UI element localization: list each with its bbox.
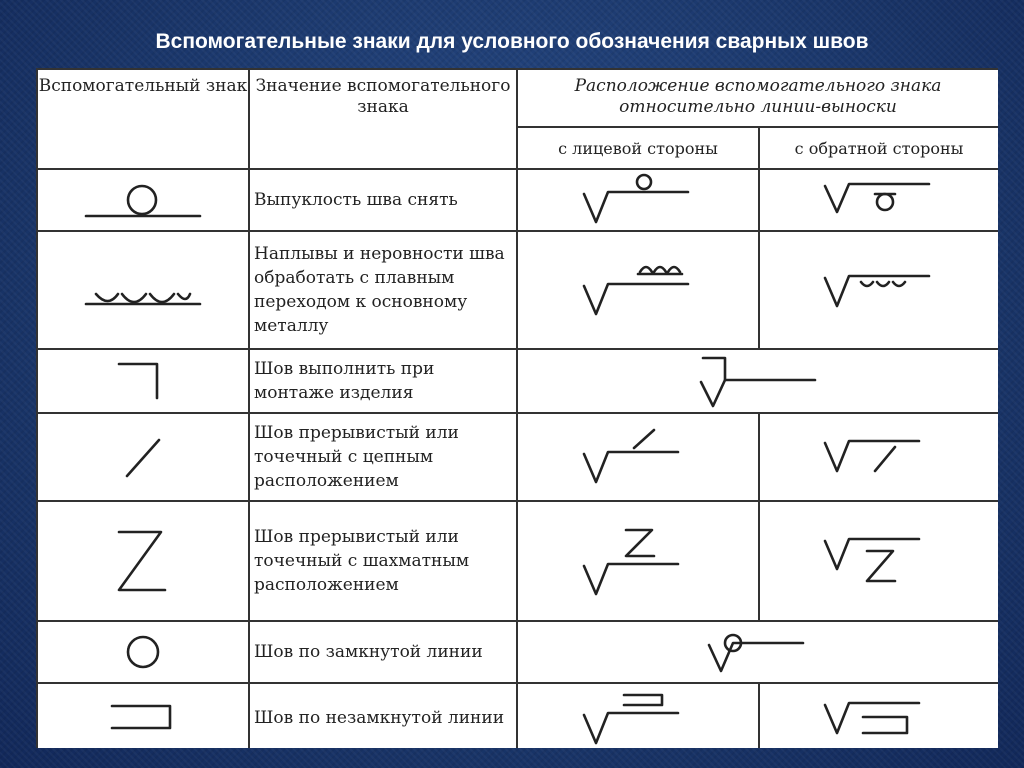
back-staggered-symbol-icon: [819, 531, 939, 591]
meaning-cell: Наплывы и неровности шва обработать с плавным переходом к основному металлу: [249, 231, 517, 349]
installation-symbol-icon: [693, 352, 823, 410]
header-sign: Вспомогательный знак: [37, 69, 249, 169]
back-smooth-symbol-icon: [819, 260, 939, 320]
table-row: [37, 231, 998, 349]
table-row: [37, 621, 998, 683]
header-row: [37, 69, 998, 127]
front-cell: [517, 169, 759, 231]
table-row: [37, 349, 998, 413]
back-cell: [759, 683, 998, 748]
front-open-line-symbol-icon: [578, 689, 698, 747]
position-cell-merged: [517, 349, 998, 413]
weld-symbols-table-sheet: [36, 68, 998, 748]
back-open-line-symbol-icon: [819, 693, 939, 743]
front-cell: [517, 501, 759, 621]
installation-weld-icon: [103, 358, 183, 404]
staggered-intermittent-icon: [103, 526, 183, 596]
open-line-icon: [98, 698, 188, 738]
smooth-transition-icon: [78, 268, 208, 312]
header-front: с лицевой стороны: [517, 127, 759, 169]
meaning-cell: Шов выполнить при монтаже изделия: [249, 349, 517, 413]
header-back: с обратной стороны: [759, 127, 998, 169]
back-chain-symbol-icon: [819, 433, 939, 481]
sign-cell: [37, 231, 249, 349]
front-smooth-symbol-icon: [578, 260, 698, 320]
front-cell: [517, 683, 759, 748]
back-convexity-symbol-icon: [819, 172, 939, 228]
position-cell-merged: [517, 621, 998, 683]
convexity-removal-icon: [78, 178, 208, 222]
table-row: [37, 413, 998, 501]
closed-line-symbol-icon: [703, 627, 813, 677]
back-cell: [759, 501, 998, 621]
table-row: [37, 683, 998, 748]
front-convexity-symbol-icon: [578, 172, 698, 228]
front-chain-symbol-icon: [578, 426, 698, 488]
table-row: [37, 501, 998, 621]
closed-line-icon: [113, 630, 173, 674]
slide-title: Вспомогательные знаки для условного обозначения сварных швов: [155, 30, 869, 53]
sign-cell: [37, 501, 249, 621]
meaning-cell: Шов прерывистый или точечный с цепным расположением: [249, 413, 517, 501]
sign-cell: [37, 621, 249, 683]
header-position: Расположение вспомогательного знака относительно линии-выноски: [517, 69, 998, 127]
table-row: [37, 169, 998, 231]
meaning-cell: Выпуклость шва снять: [249, 169, 517, 231]
front-cell: [517, 231, 759, 349]
chain-intermittent-icon: [103, 432, 183, 482]
meaning-cell: Шов прерывистый или точечный с шахматным расположением: [249, 501, 517, 621]
weld-symbols-table: [36, 68, 998, 748]
header-meaning: Значение вспомогательного знака: [249, 69, 517, 169]
sign-cell: [37, 413, 249, 501]
sign-cell: [37, 169, 249, 231]
back-cell: [759, 231, 998, 349]
back-cell: [759, 413, 998, 501]
meaning-cell: Шов по незамкнутой линии: [249, 683, 517, 748]
front-staggered-symbol-icon: [578, 522, 698, 600]
meaning-cell: Шов по замкнутой линии: [249, 621, 517, 683]
back-cell: [759, 169, 998, 231]
front-cell: [517, 413, 759, 501]
sign-cell: [37, 683, 249, 748]
sign-cell: [37, 349, 249, 413]
